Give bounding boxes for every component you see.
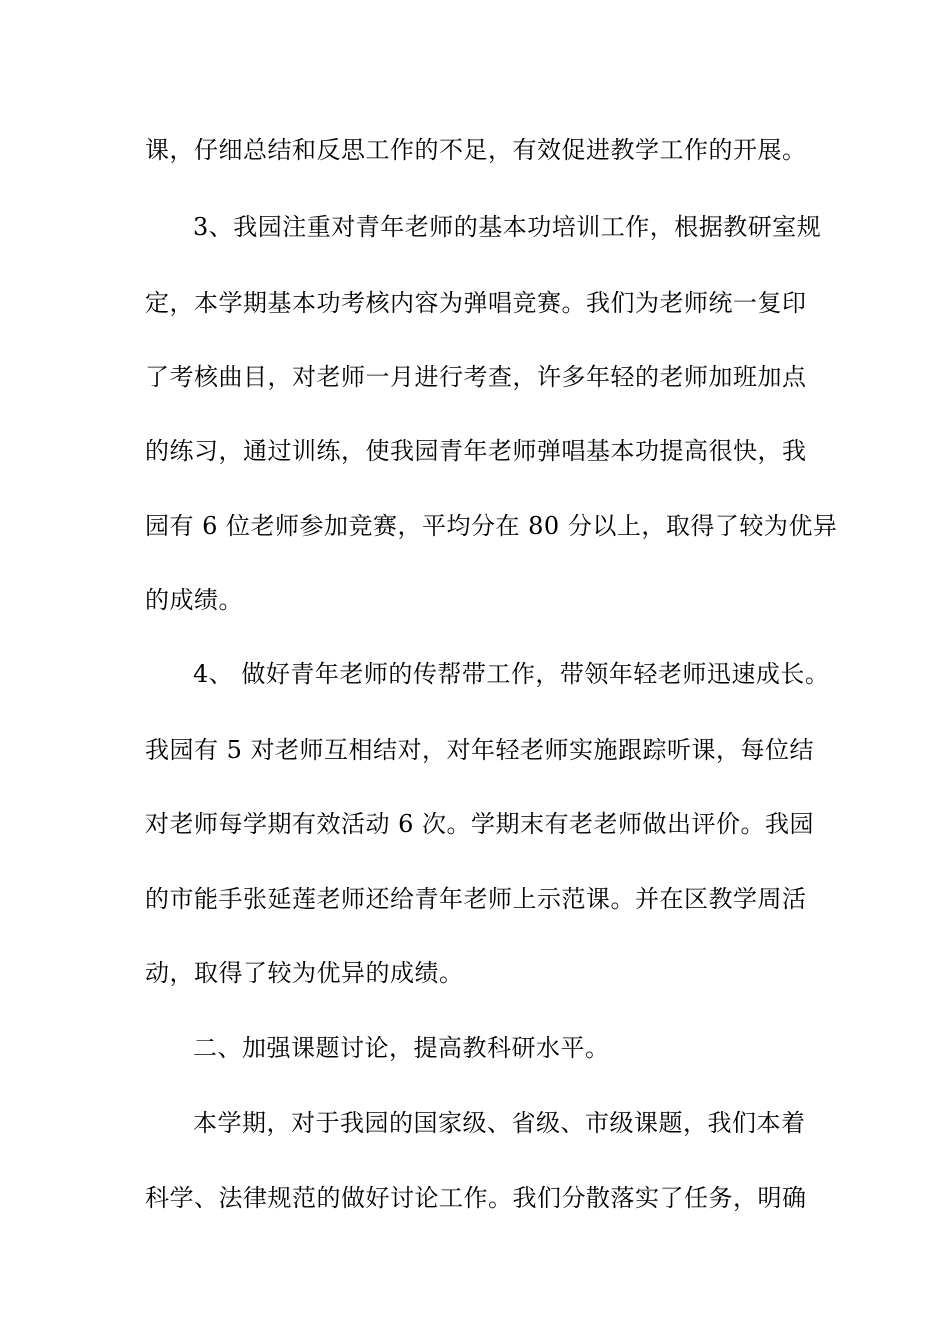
paragraph-line: 定，本学期基本功考核内容为弹唱竞赛。我们为老师统一复印 [145,289,807,317]
paragraph-line: 的成绩。 [145,586,243,614]
paragraph-line: 动，取得了较为优异的成绩。 [145,959,464,987]
paragraph-line: 园有 6 位老师参加竞赛，平均分在 80 分以上，取得了较为优异 [145,512,838,540]
paragraph-line: 的市能手张延莲老师还给青年老师上示范课。并在区教学周活 [145,885,807,913]
section-heading: 二、加强课题讨论，提高教科研水平。 [193,1034,610,1062]
paragraph-line: 我园有 5 对老师互相结对，对年轻老师实施跟踪听课，每位结 [145,736,815,764]
paragraph-line: 3、我园注重对青年老师的基本功培训工作，根据教研室规 [193,213,822,241]
paragraph-line: 本学期，对于我园的国家级、省级、市级课题，我们本着 [193,1109,806,1137]
paragraph-line: 课，仔细总结和反思工作的不足，有效促进教学工作的开展。 [145,136,807,164]
paragraph-line: 对老师每学期有效活动 6 次。学期末有老老师做出评价。我园 [145,810,815,838]
paragraph-line: 科学、法律规范的做好讨论工作。我们分散落实了任务，明确 [145,1184,807,1212]
paragraph-line: 的练习，通过训练，使我园青年老师弹唱基本功提高很快，我 [145,437,807,465]
paragraph-line: 4、 做好青年老师的传帮带工作，带领年轻老师迅速成长。 [193,660,830,688]
paragraph-line: 了考核曲目，对老师一月进行考查，许多年轻的老师加班加点 [145,363,807,391]
